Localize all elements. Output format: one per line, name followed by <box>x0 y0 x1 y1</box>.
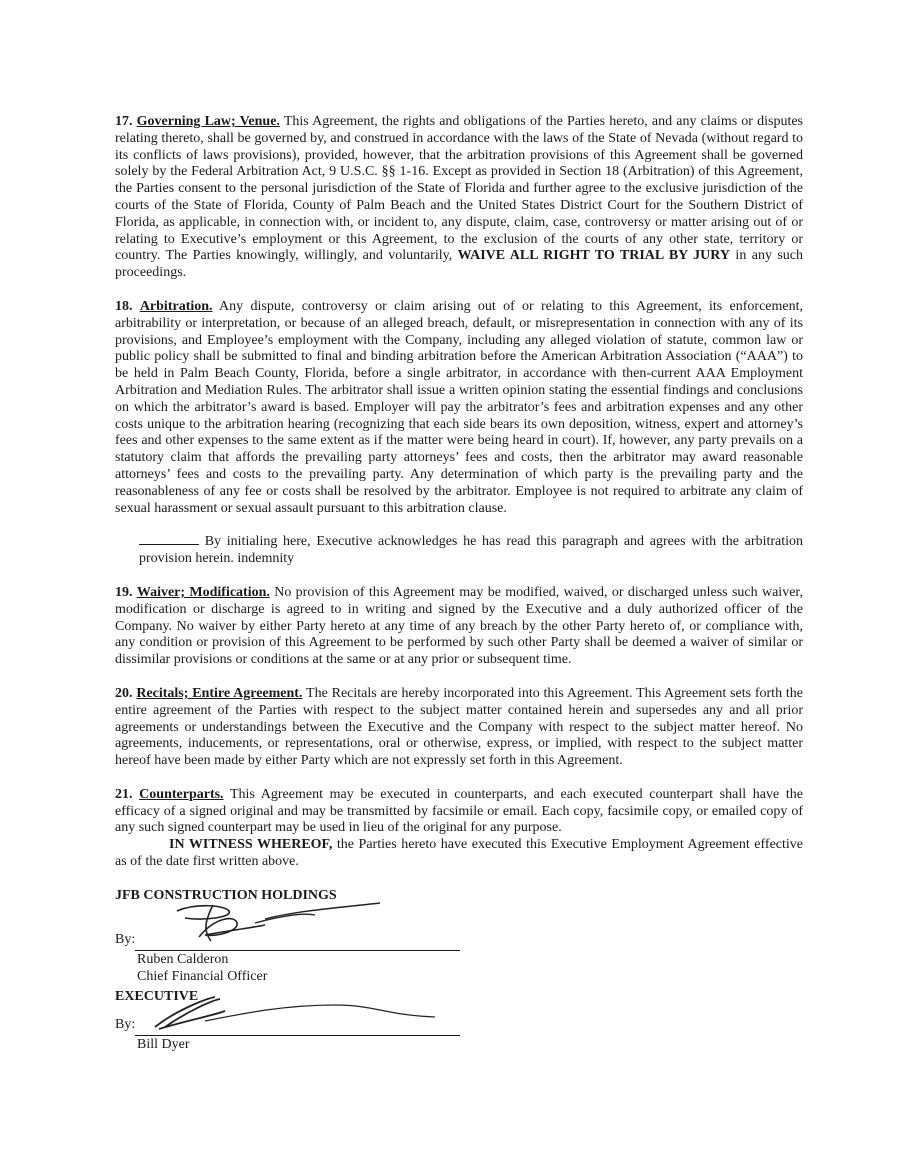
by-label: By: <box>115 931 136 947</box>
witness-heading: IN WITNESS WHEREOF, <box>169 837 333 853</box>
witness-body: the Parties hereto have executed this Executive Employment Agreement effective as of the date first written above. <box>115 837 803 870</box>
company-name: JFB CONSTRUCTION HOLDINGS <box>115 887 337 903</box>
company-signature-image <box>155 901 385 949</box>
section-heading: Recitals; Entire Agreement. <box>136 685 303 701</box>
section-number: 18. <box>115 298 133 314</box>
signature-line <box>135 950 460 951</box>
section-number: 21. <box>115 786 133 802</box>
section-heading: Counterparts. <box>139 786 224 802</box>
section-17 <box>115 114 803 282</box>
section-heading: Arbitration. <box>139 298 213 314</box>
by-label: By: <box>115 1017 136 1033</box>
signer-title: Chief Financial Officer <box>137 968 268 984</box>
section-18 <box>115 299 803 517</box>
initial-text: By initialing here, Executive acknowledges he has read this paragraph and agrees with the arbitration provision herein. indemnity <box>139 534 803 567</box>
section-19 <box>115 585 803 669</box>
arbitration-initial-line <box>139 532 803 568</box>
initial-blank[interactable] <box>139 532 199 545</box>
section-20 <box>115 686 803 770</box>
section-number: 19. <box>115 584 133 600</box>
section-body-end: in any such proceedings. <box>115 248 804 281</box>
section-body: This Agreement may be executed in counterparts, and each executed counterpart shall have the efficacy of a signed original and may be transmitted by facsimile or email. Each copy, facsimile copy, or emailed copy of any such signed counterpart may be used in lieu of the original for any purpose. <box>115 786 803 836</box>
section-body: Any dispute, controversy or claim arising out of or relating to this Agreement, its enforcement, arbitrability or interpretation, or because of an alleged breach, default, or misrepresentation in connection with any of its provisions, and Employee’s employment with the Company, including any alleged violation of statute, common law or public policy shall be submitted to final and binding arbitration before the American Arbitration Association (“AAA”) to be held in Palm Beach County, Florida, before a single arbitrator, in accordance with then-current AAA Employment Arbitration and Mediation Rules. The arbitrator shall issue a written opinion stating the essential findings and conclusions on which the arbitrator’s award is based. Employer will pay the arbitrator’s fees and arbitration expenses and any other costs unique to the arbitration hearing (recognizing that each side bears its own deposition, witness, expert and attorney’s fees and other expenses to the same extent as if the matter were being heard in court). If, however, any party prevails on a statutory claim that affords the prevailing party attorneys’ fees and costs, then the arbitrator may award reasonable attorneys’ fees and costs to the prevailing party. Any determination of which party is the prevailing party and the reasonableness of any fee or costs shall be resolved by the arbitrator. Employee is not required to arbitrate any claim of sexual harassment or sexual assault pursuant to this arbitration clause. <box>115 298 804 516</box>
section-body: No provision of this Agreement may be modified, waived, or discharged unless such waiver, modification or discharge is agreed to in writing and signed by the Executive and a duly authorized officer of the Company. No waiver by either Party hereto at any time of any breach by the other Party hereto of, or compliance with, any condition or provision of this Agreement to be performed by such other Party shall be deemed a waiver of similar or dissimilar provisions or conditions at the same or at any prior or subsequent time. <box>115 584 804 668</box>
section-number: 20. <box>115 685 133 701</box>
section-21 <box>115 787 803 837</box>
section-heading: Waiver; Modification. <box>136 584 270 600</box>
section-body: The Recitals are hereby incorporated into this Agreement. This Agreement sets forth the entire agreement of the Parties with respect to the subject matter contained herein and supersedes any and all prior agreements or understandings between the Executive and the Company with respect to the subject matter hereof. No agreements, inducements, or representations, oral or otherwise, express, or implied, with respect to the subject matter hereof have been made by either Party which are not expressly set forth in this Agreement. <box>115 685 803 769</box>
signature-line <box>135 1035 460 1036</box>
jury-waiver-text: WAIVE ALL RIGHT TO TRIAL BY JURY <box>457 248 731 264</box>
section-body: This Agreement, the rights and obligations of the Parties hereto, and any claims or disputes relating thereto, shall be governed by, and construed in accordance with the laws of the State of Nevada (without regard to its conflicts of laws provisions), provided, however, that the arbitration provisions of this Agreement shall be governed solely by the Federal Arbitration Act, 9 U.S.C. §§ 1-16. Except as provided in Section 18 (Arbitration) of this Agreement, the Parties consent to the personal jurisdiction of the State of Florida and further agree to the exclusive jurisdiction of the courts of the State of Florida, County of Palm Beach and the United States District Court for the Southern District of Florida, as applicable, in connection with, or incident to, any dispute, claim, case, controversy or matter arising out of or relating to Executive’s employment or this Agreement, to the exclusion of the courts of any other state, territory or country. The Parties knowingly, willingly, and voluntarily, <box>115 114 804 264</box>
executive-heading: EXECUTIVE <box>115 988 199 1004</box>
document-page <box>115 114 803 1075</box>
witness-clause <box>115 837 803 871</box>
signer-name: Bill Dyer <box>137 1037 190 1053</box>
section-number: 17. <box>115 114 133 129</box>
section-heading: Governing Law; Venue. <box>136 114 280 129</box>
signer-name: Ruben Calderon <box>137 951 229 967</box>
company-signature-block <box>115 905 803 989</box>
executive-signature-block <box>115 1005 803 1075</box>
executive-signature-image <box>145 991 445 1035</box>
